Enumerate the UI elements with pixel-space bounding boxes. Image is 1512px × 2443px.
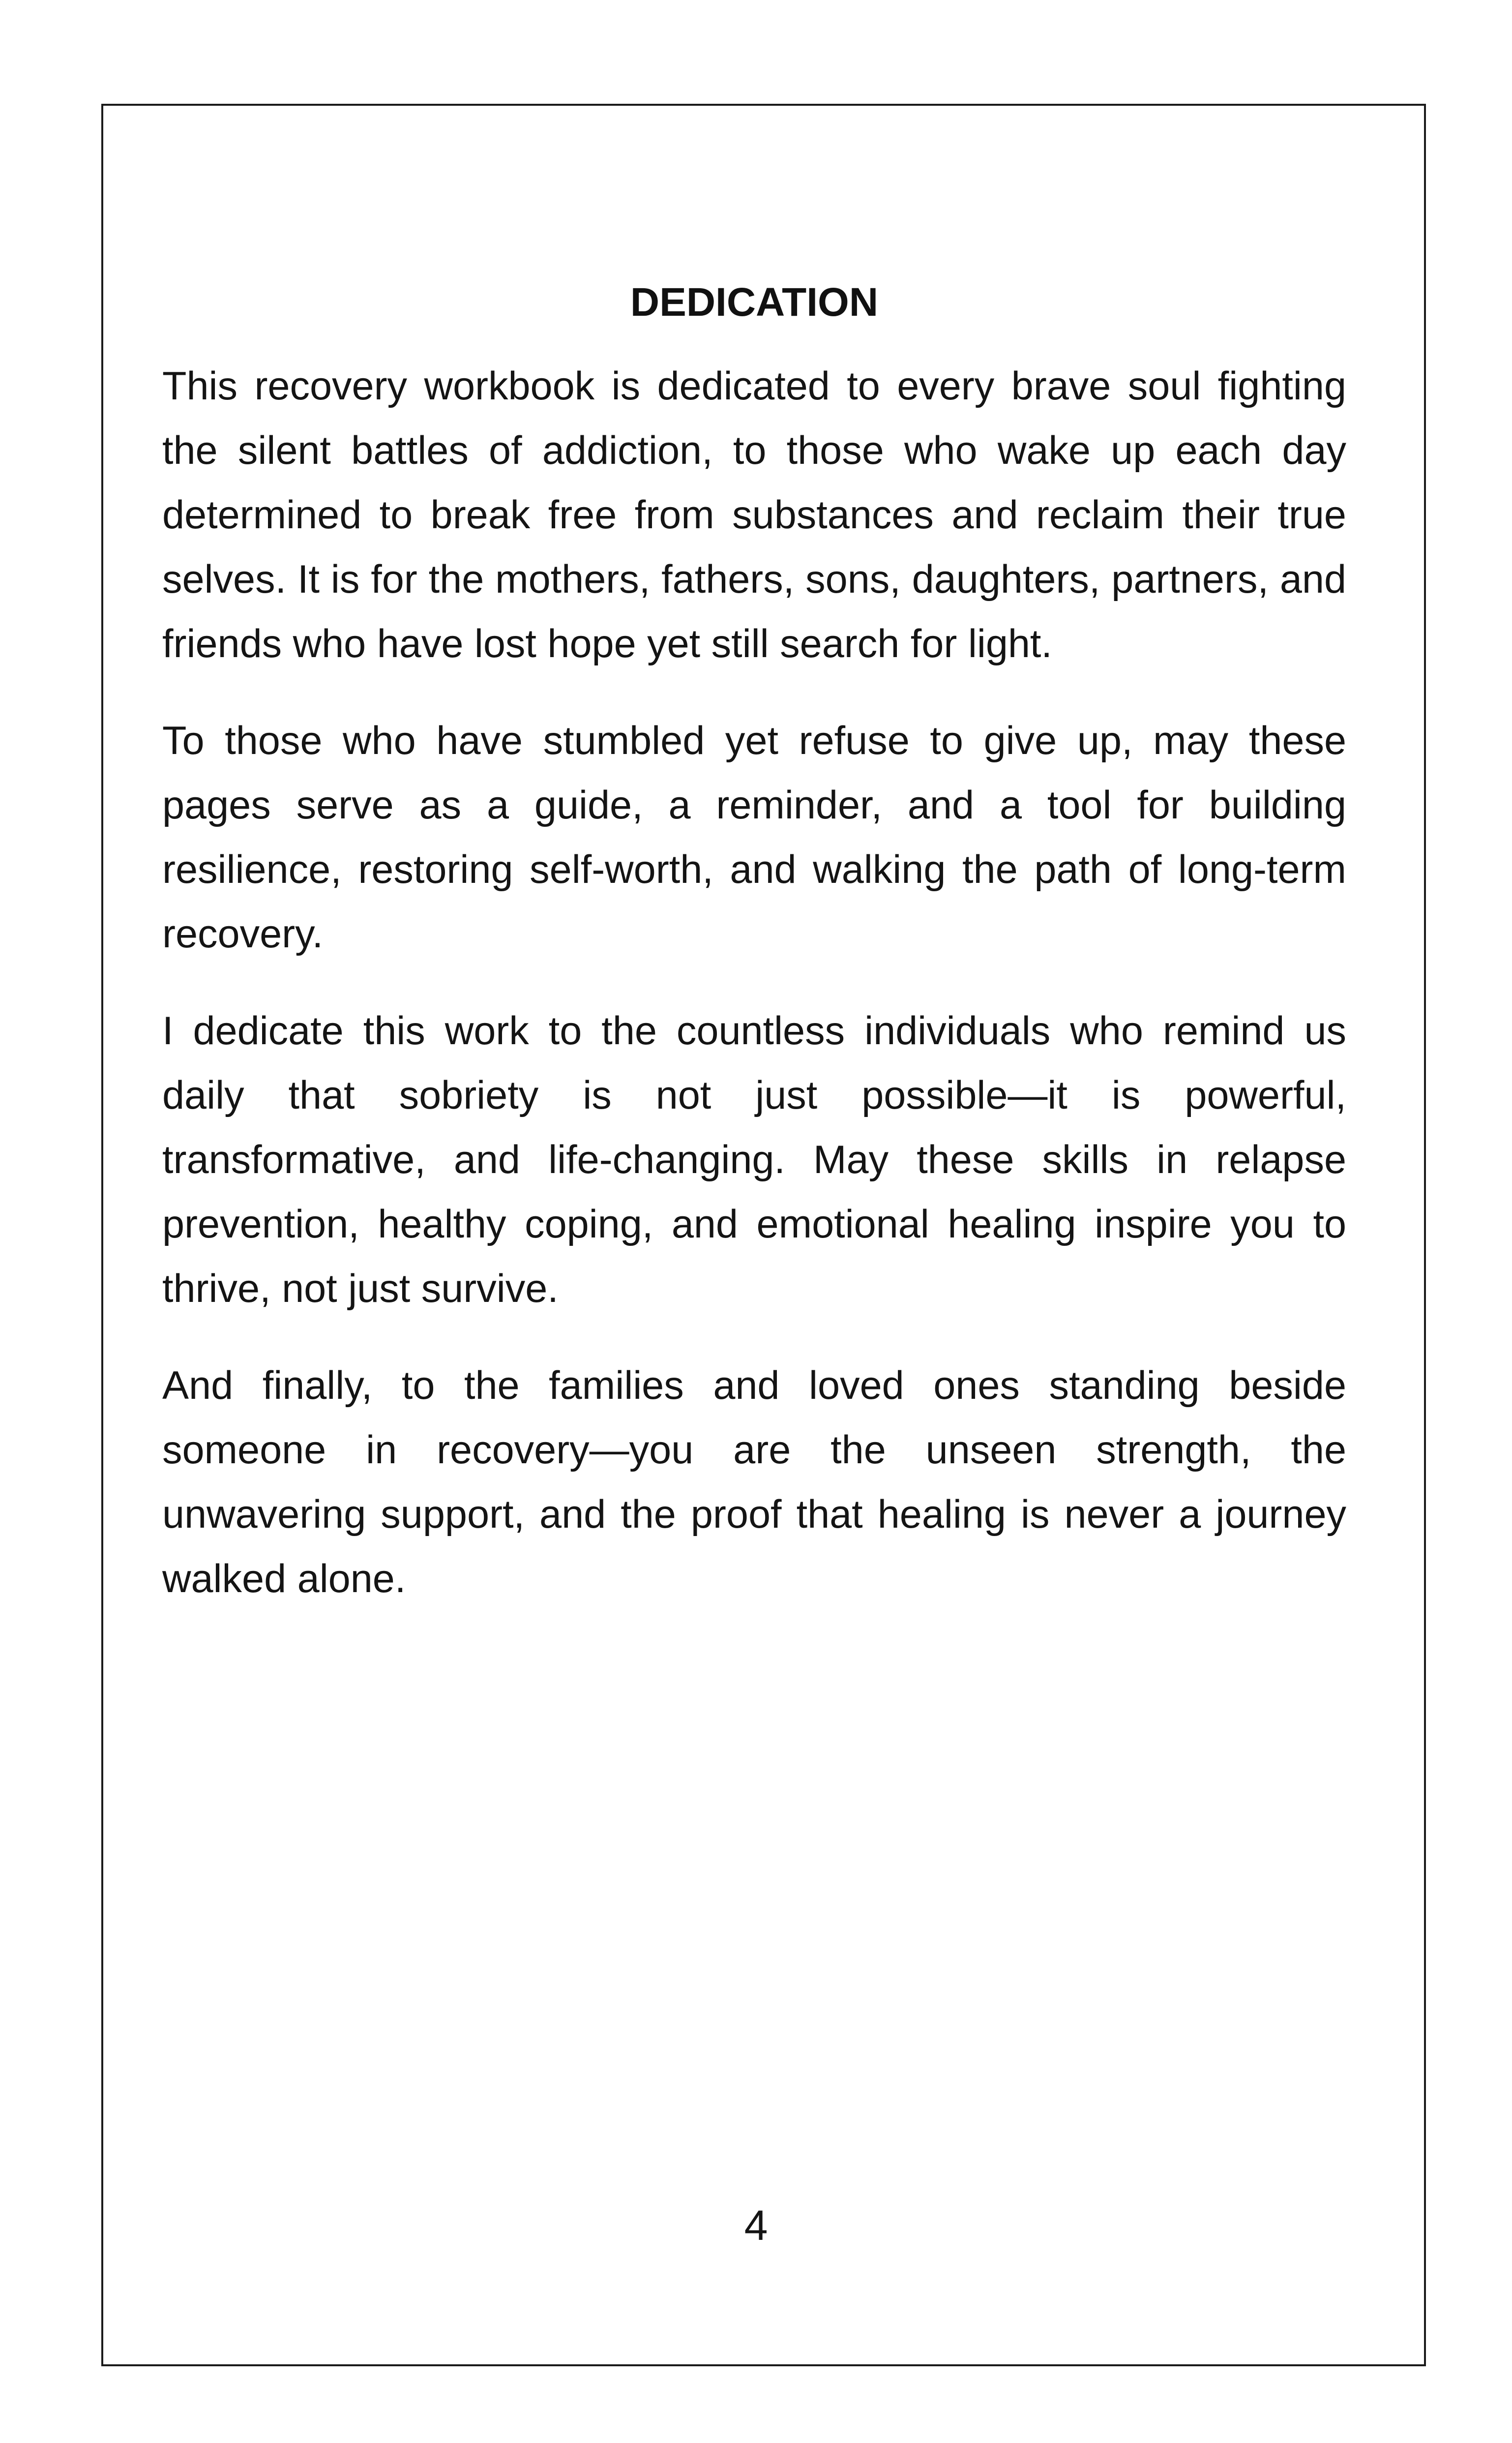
dedication-paragraph-2: To those who have stumbled yet refuse to give up, may these pages serve as a guide, a reminder, and a tool for building resilience, restoring self-worth, and walking the path of long-term recovery. <box>162 719 1346 956</box>
dedication-paragraph-4: And finally, to the families and loved ones standing beside someone in recovery—you are the unseen strength, the unwavering support, and the proof that healing is never a journey walked alone. <box>162 1363 1346 1601</box>
dedication-content <box>162 275 1346 1644</box>
dedication-paragraph-3: I dedicate this work to the countless individuals who remind us daily that sobriety is not just possible—it is powerful, transformative, and life-changing. May these skills in relapse prevention, healthy coping, and emotional healing inspire you to thrive, not just survive. <box>162 1009 1346 1311</box>
dedication-paragraph-1: This recovery workbook is dedicated to every brave soul fighting the silent battles of addiction, to those who wake up each day determined to break free from substances and reclaim their true selves. It is for the mothers, fathers, sons, daughters, partners, and friends who have lost hope yet still search for light. <box>162 364 1346 666</box>
page-title: DEDICATION <box>630 280 879 325</box>
page-number: 4 <box>744 2202 768 2249</box>
